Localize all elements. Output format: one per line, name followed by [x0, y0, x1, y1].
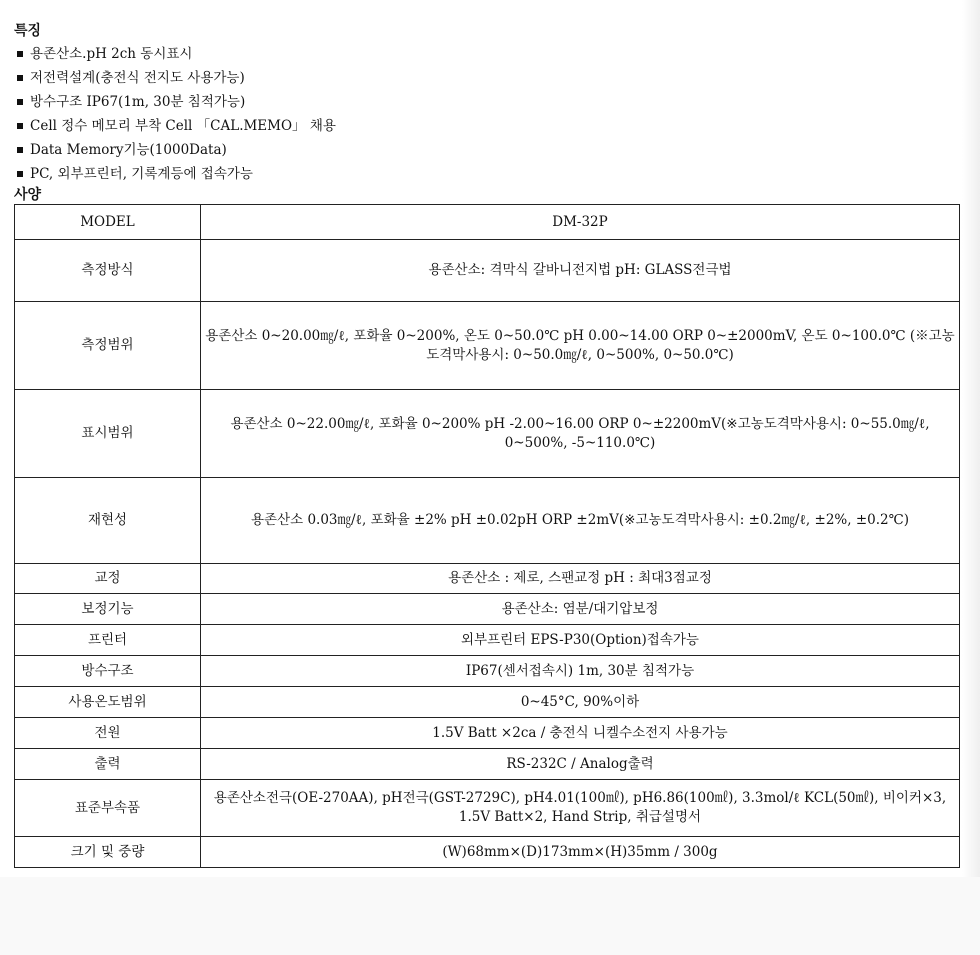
spec-value: 용존산소 0~22.00㎎/ℓ, 포화율 0~200% pH -2.00~16.00 ORP 0~±2200mV(※고농도격막사용시: 0~55.0㎎/ℓ, 0~500%, -5~110.0℃) — [201, 390, 960, 478]
spec-value: 용존산소 0~20.00㎎/ℓ, 포화율 0~200%, 온도 0~50.0℃ pH 0.00~14.00 ORP 0~±2000mV, 온도 0~100.0℃ (※고농도격막사용시: 0~50.0㎎/ℓ, 0~500%, 0~50.0℃) — [201, 302, 960, 390]
features-heading: 특징 — [14, 23, 42, 39]
bullet-icon — [17, 51, 23, 57]
feature-item: Data Memory기능(1000Data) — [14, 138, 962, 162]
spec-value: 1.5V Batt ×2ca / 충전식 니켈수소전지 사용가능 — [201, 718, 960, 749]
table-row — [15, 687, 960, 718]
spec-value: IP67(센서접속시) 1m, 30분 침적가능 — [201, 656, 960, 687]
spec-label: 방수구조 — [15, 656, 201, 687]
table-row — [15, 718, 960, 749]
bullet-icon — [17, 171, 23, 177]
spec-label: 교정 — [15, 564, 201, 594]
features-list — [14, 42, 962, 186]
feature-item: 용존산소.pH 2ch 동시표시 — [14, 42, 962, 66]
bullet-icon — [17, 123, 23, 129]
spec-label: 사용온도범위 — [15, 687, 201, 718]
spec-value: 0~45°C, 90%이하 — [201, 687, 960, 718]
bullet-icon — [17, 99, 23, 105]
spec-value: DM-32P — [201, 205, 960, 240]
bullet-icon — [17, 147, 23, 153]
spec-label: 재현성 — [15, 478, 201, 564]
feature-item: Cell 정수 메모리 부착 Cell 「CAL.MEMO」 채용 — [14, 114, 962, 138]
spec-value: 용존산소: 염분/대기압보정 — [201, 594, 960, 625]
feature-item: 저전력설계(충전식 전지도 사용가능) — [14, 66, 962, 90]
spec-table — [14, 204, 960, 868]
spec-value: 용존산소전극(OE-270AA), pH전극(GST-2729C), pH4.01(100㎖), pH6.86(100㎖), 3.3mol/ℓ KCL(50㎖), 비이커×3, 1.5V Batt×2, Hand Strip, 취급설명서 — [201, 780, 960, 837]
spec-value: RS-232C / Analog출력 — [201, 749, 960, 780]
table-row — [15, 749, 960, 780]
spec-label: 프린터 — [15, 625, 201, 656]
spec-heading: 사양 — [14, 187, 42, 203]
bullet-icon — [17, 75, 23, 81]
spec-value: 용존산소: 격막식 갈바니전지법 pH: GLASS전극법 — [201, 240, 960, 302]
feature-item: PC, 외부프린터, 기록계등에 접속가능 — [14, 162, 962, 186]
table-row — [15, 302, 960, 390]
spec-label: 전원 — [15, 718, 201, 749]
spec-label: 출력 — [15, 749, 201, 780]
spec-label: MODEL — [15, 205, 201, 240]
page-edge-shade — [962, 0, 980, 955]
table-row — [15, 656, 960, 687]
table-row — [15, 478, 960, 564]
spec-value: 외부프린터 EPS-P30(Option)접속가능 — [201, 625, 960, 656]
table-row — [15, 625, 960, 656]
spec-label: 측정방식 — [15, 240, 201, 302]
spec-label: 측정범위 — [15, 302, 201, 390]
spec-label: 표준부속품 — [15, 780, 201, 837]
table-row — [15, 594, 960, 625]
feature-item: 방수구조 IP67(1m, 30분 침적가능) — [14, 90, 962, 114]
table-row — [15, 564, 960, 594]
spec-value: 용존산소 : 제로, 스팬교정 pH : 최대3점교정 — [201, 564, 960, 594]
document-body — [14, 22, 962, 868]
table-row — [15, 780, 960, 837]
spec-label: 크기 및 중량 — [15, 837, 201, 868]
spec-label: 보정기능 — [15, 594, 201, 625]
table-row — [15, 390, 960, 478]
table-row — [15, 837, 960, 868]
page-bottom-area — [0, 877, 980, 955]
spec-value: 용존산소 0.03㎎/ℓ, 포화율 ±2% pH ±0.02pH ORP ±2mV(※고농도격막사용시: ±0.2㎎/ℓ, ±2%, ±0.2℃) — [201, 478, 960, 564]
table-row — [15, 240, 960, 302]
spec-label: 표시범위 — [15, 390, 201, 478]
table-row — [15, 205, 960, 240]
spec-value: (W)68mm×(D)173mm×(H)35mm / 300g — [201, 837, 960, 868]
